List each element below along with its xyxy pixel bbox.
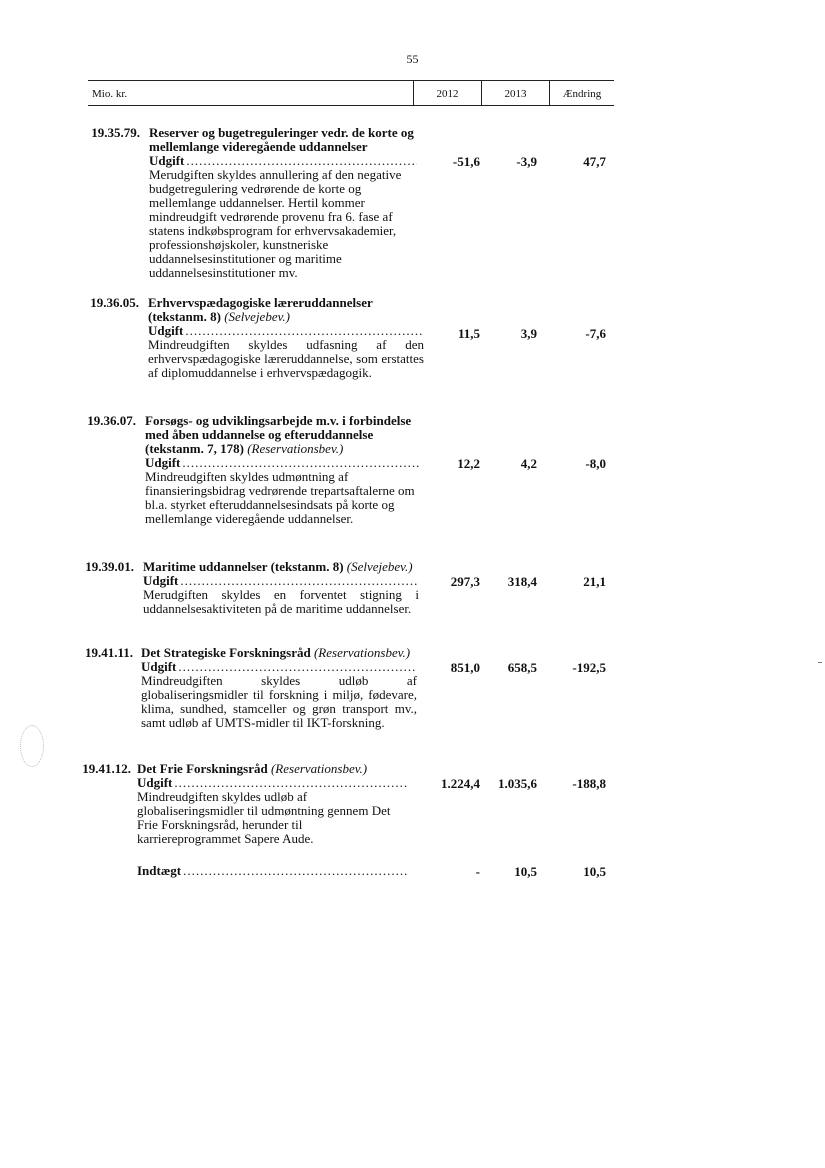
entry-description: Merudgiften skyldes en forventet stigning i uddannelsesaktiviteten på de maritime uddannelser. <box>143 587 419 616</box>
expense-line: Udgift ..... <box>137 776 409 790</box>
value-2012: 851,0 <box>450 660 480 675</box>
table-header <box>88 80 614 106</box>
value-change: 47,7 <box>583 154 606 169</box>
account-code: 19.41.12. <box>82 761 131 776</box>
expense-line: Udgift ..... <box>148 324 424 338</box>
entry-body <box>145 414 419 526</box>
income-value-2012: - <box>475 864 480 879</box>
entry-body <box>149 126 417 280</box>
value-2013: 4,2 <box>520 456 537 471</box>
income-value-change: 10,5 <box>583 864 606 879</box>
entry-description: Mindreudgiften skyldes udløb af globaliseringsmidler til forskning i miljø, fødevare, klima, sundhed, stamceller og grøn transport mv., samt udløb af UMTS-midler til IKT-forskning. <box>141 673 417 730</box>
value-2012: 1.224,4 <box>441 776 480 791</box>
entry-body <box>141 646 417 730</box>
entry-title: Reserver og bugetreguleringer vedr. de korte og mellemlange videregående uddannelser <box>149 125 414 154</box>
entry-title: Det Strategiske Forskningsråd (Reservationsbev.) <box>141 645 411 660</box>
value-change: -7,6 <box>585 326 606 341</box>
punch-hole-mark <box>20 725 44 767</box>
income-body <box>137 864 409 878</box>
margin-tick <box>818 662 822 663</box>
entry-title: Erhvervspædagogiske læreruddannelser (tekstanm. 8) (Selvejebev.) <box>148 295 373 324</box>
value-2012: 297,3 <box>450 574 480 589</box>
account-code: 19.39.01. <box>85 559 134 574</box>
account-code: 19.35.79. <box>91 125 140 140</box>
expense-line: Udgift ..... <box>145 456 419 470</box>
unit-label: Mio. kr. <box>92 88 128 100</box>
page-number: 55 <box>406 52 419 66</box>
entry-title: Maritime uddannelser (tekstanm. 8) (Selvejebev.) <box>143 559 413 574</box>
value-change: -188,8 <box>572 776 606 791</box>
value-2013: 1.035,6 <box>498 776 537 791</box>
value-2012: -51,6 <box>452 154 480 169</box>
column-2012-header: 2012 <box>413 81 481 106</box>
entry-title: Det Frie Forskningsråd (Reservationsbev.) <box>137 761 368 776</box>
value-change: -192,5 <box>572 660 606 675</box>
expense-line: Udgift ..... <box>141 660 417 674</box>
value-2013: -3,9 <box>516 154 537 169</box>
value-2013: 318,4 <box>507 574 537 589</box>
account-code: 19.41.11. <box>84 645 133 660</box>
entry-body <box>148 296 424 380</box>
value-change: -8,0 <box>585 456 606 471</box>
expense-line: Udgift ..... <box>143 574 419 588</box>
account-code: 19.36.07. <box>87 413 136 428</box>
column-change-header: Ændring <box>549 81 614 106</box>
value-2013: 3,9 <box>520 326 537 341</box>
column-2013-header: 2013 <box>481 81 549 106</box>
entry-body <box>137 762 409 846</box>
entry-title: Forsøgs- og udviklingsarbejde m.v. i forbindelse med åben uddannelse og efteruddannelse (tekstanm. 7, 178) (Reservationsbev.) <box>145 413 412 456</box>
value-2012: 12,2 <box>457 456 480 471</box>
entry-description: Mindreudgiften skyldes udløb af globaliseringsmidler til udmøntning gennem Det Frie Forskningsråd, herunder til karriereprogrammet Sapere Aude. <box>137 789 391 846</box>
entry-description: Merudgiften skyldes annullering af den negative budgetregulering vedrørende de korte og mellemlange uddannelser. Hertil kommer mindreudgift vedrørende provenu fra 6. fase af statens indkøbsprogram for erhvervsakademier, professionshøjskoler, kunstneriske uddannelsesinstitutioner og maritime uddannelsesinstitutioner mv. <box>149 167 402 280</box>
expense-line: Udgift ..... <box>149 154 417 168</box>
value-2013: 658,5 <box>507 660 537 675</box>
value-change: 21,1 <box>583 574 606 589</box>
account-code: 19.36.05. <box>90 295 139 310</box>
entry-description: Mindreudgiften skyldes udmøntning af finansieringsbidrag vedrørende trepartsaftalerne om bl.a. styrket efteruddannelsesindsats på korte og mellemlange videregående uddannelser. <box>145 469 415 526</box>
income-value-2013: 10,5 <box>514 864 537 879</box>
value-2012: 11,5 <box>457 326 480 341</box>
income-line: Indtægt ..... <box>137 864 409 878</box>
entry-body <box>143 560 419 616</box>
entry-description: Mindreudgiften skyldes udfasning af den erhvervspædagogiske læreruddannelse, som erstattes af diplomuddannelse i erhvervspædagogik. <box>148 337 424 380</box>
